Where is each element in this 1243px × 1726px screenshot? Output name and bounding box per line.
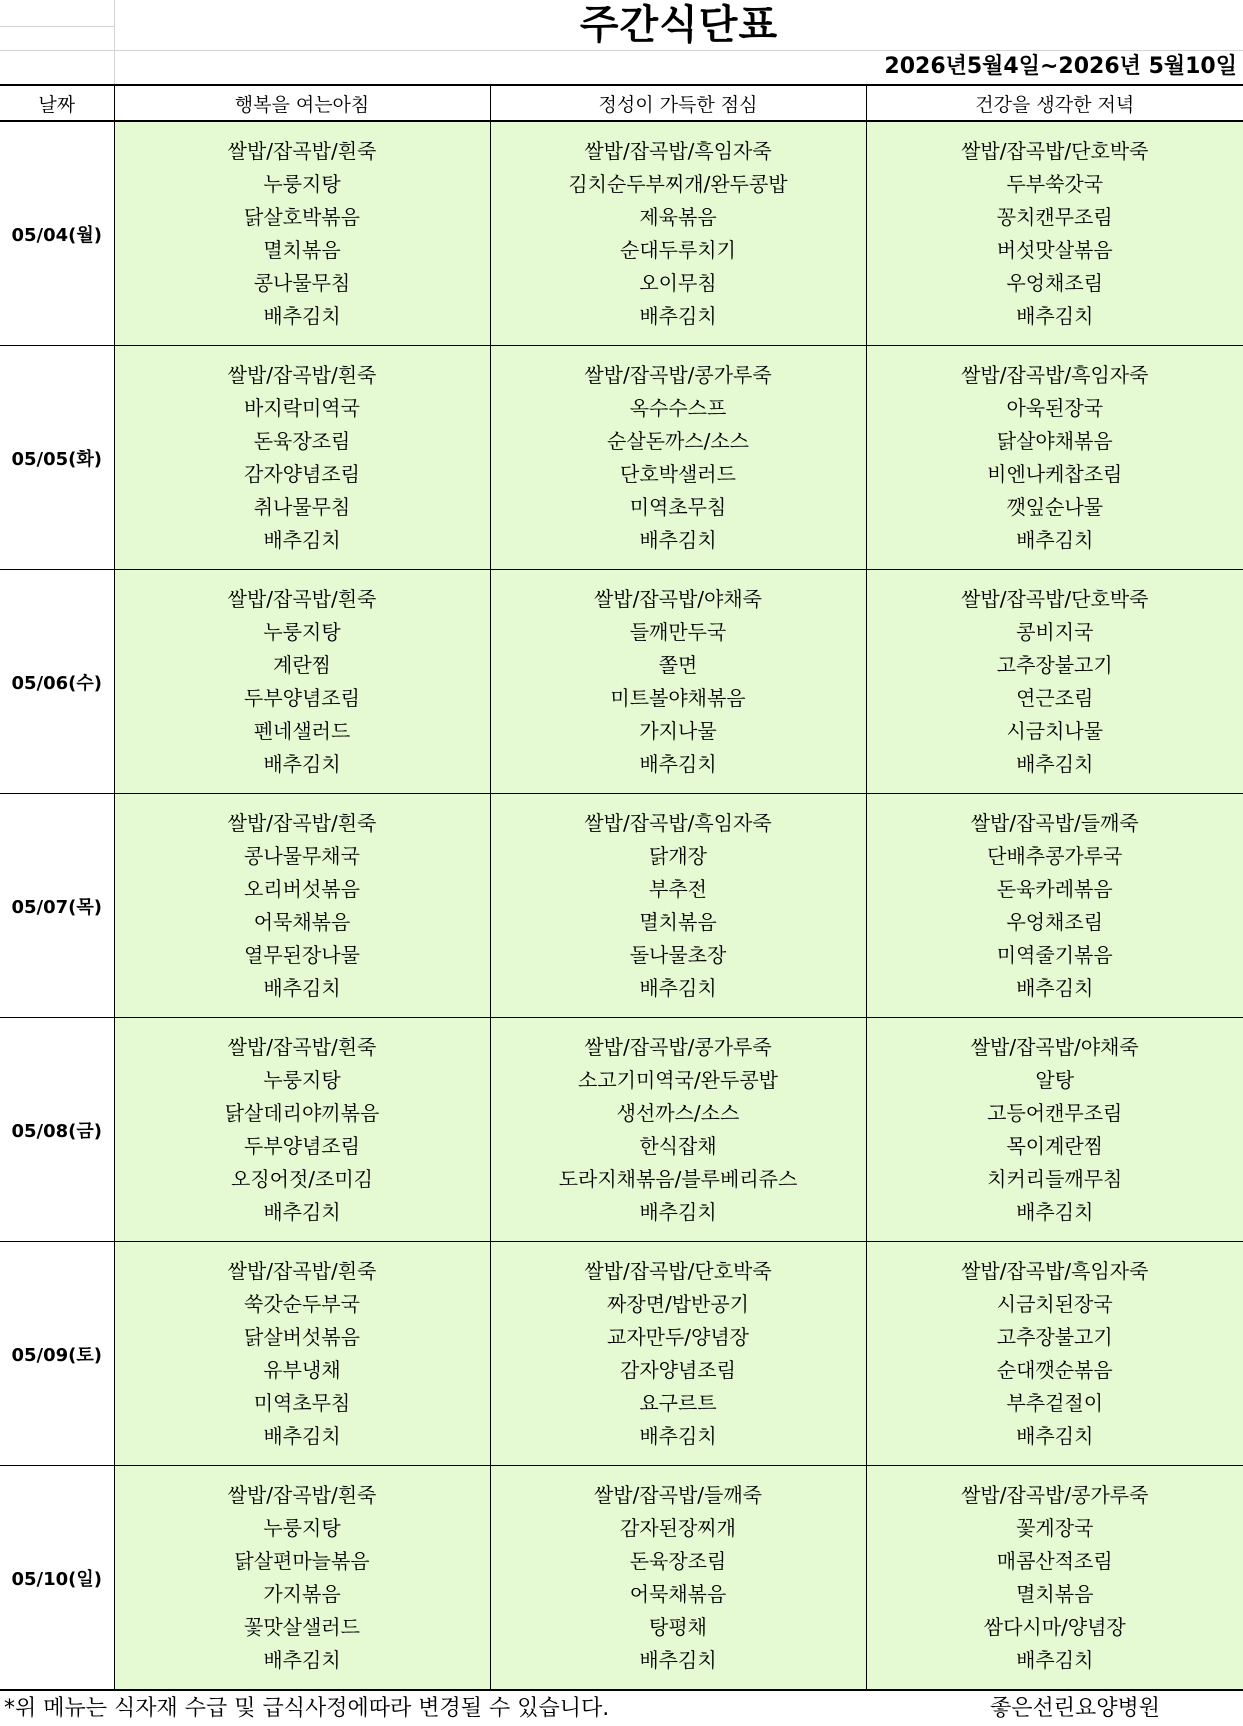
menu-item: 배추김치 bbox=[639, 1199, 717, 1224]
menu-body bbox=[0, 121, 1243, 1690]
lunch-cell bbox=[490, 794, 866, 1018]
menu-item: 쑥갓순두부국 bbox=[244, 1291, 360, 1316]
menu-item: 생선까스/소스 bbox=[616, 1100, 740, 1125]
menu-item: 시금치나물 bbox=[1006, 718, 1104, 743]
footer-divider bbox=[0, 1690, 1243, 1691]
menu-item: 쌈다시마/양념장 bbox=[983, 1614, 1126, 1639]
day-row bbox=[0, 121, 1243, 346]
menu-item: 도라지채볶음/블루베리쥬스 bbox=[558, 1166, 798, 1191]
dinner-cell bbox=[866, 570, 1243, 794]
menu-item: 쌀밥/잡곡밥/콩가루죽 bbox=[584, 1034, 772, 1059]
menu-item: 취나물무침 bbox=[253, 494, 351, 519]
page-title: 주간식단표 bbox=[579, 2, 779, 48]
menu-item: 누룽지탕 bbox=[263, 1067, 341, 1092]
menu-item: 버섯맛살볶음 bbox=[996, 237, 1113, 262]
menu-item: 쌀밥/잡곡밥/야채죽 bbox=[970, 1034, 1139, 1059]
menu-item: 우엉채조림 bbox=[1006, 909, 1104, 934]
weekly-menu-table bbox=[0, 84, 1243, 1690]
menu-item: 열무된장나물 bbox=[244, 942, 360, 967]
dinner-cell bbox=[866, 794, 1243, 1018]
breakfast-cell bbox=[114, 1242, 490, 1466]
sheet-gridline bbox=[0, 50, 1243, 51]
date-range: 2026년5월4일~2026년 5월10일 bbox=[884, 54, 1237, 79]
lunch-cell bbox=[490, 121, 866, 346]
menu-item: 닭살편마늘볶음 bbox=[234, 1548, 370, 1573]
menu-item: 계란찜 bbox=[273, 652, 331, 677]
menu-item: 배추김치 bbox=[263, 527, 341, 552]
menu-item: 두부양념조림 bbox=[244, 1133, 360, 1158]
header-row bbox=[0, 85, 1243, 121]
menu-item: 미역초무침 bbox=[629, 494, 727, 519]
menu-item: 깻잎순나물 bbox=[1006, 494, 1104, 519]
menu-item: 누룽지탕 bbox=[263, 1515, 341, 1540]
menu-item: 배추김치 bbox=[639, 1423, 717, 1448]
day-date: 05/04(월) bbox=[0, 121, 114, 346]
menu-item: 쌀밥/잡곡밥/들깨죽 bbox=[593, 1482, 763, 1507]
menu-item: 쌀밥/잡곡밥/흑임자죽 bbox=[584, 138, 772, 163]
menu-item: 배추김치 bbox=[1016, 303, 1094, 328]
menu-item: 들깨만두국 bbox=[629, 619, 727, 644]
dinner-cell bbox=[866, 1018, 1243, 1242]
menu-item: 가지볶음 bbox=[263, 1581, 341, 1606]
lunch-cell bbox=[490, 346, 866, 570]
menu-item: 쌀밥/잡곡밥/흑임자죽 bbox=[584, 810, 772, 835]
menu-item: 꽃맛살샐러드 bbox=[244, 1614, 360, 1639]
menu-item: 미역초무침 bbox=[253, 1390, 351, 1415]
menu-item: 두부양념조림 bbox=[244, 685, 360, 710]
menu-item: 고추장불고기 bbox=[996, 1324, 1113, 1349]
menu-item: 고추장불고기 bbox=[996, 652, 1113, 677]
menu-item: 제육볶음 bbox=[639, 204, 717, 229]
menu-item: 연근조림 bbox=[1016, 685, 1094, 710]
menu-item: 쌀밥/잡곡밥/들깨죽 bbox=[970, 810, 1139, 835]
menu-item: 어묵채볶음 bbox=[253, 909, 351, 934]
menu-item: 닭살버섯볶음 bbox=[244, 1324, 360, 1349]
day-date: 05/05(화) bbox=[0, 346, 114, 570]
menu-item: 쌀밥/잡곡밥/단호박죽 bbox=[961, 138, 1149, 163]
day-row bbox=[0, 570, 1243, 794]
dinner-cell bbox=[866, 121, 1243, 346]
menu-item: 콩나물무채국 bbox=[244, 843, 360, 868]
day-row bbox=[0, 1018, 1243, 1242]
footer-note: *위 메뉴는 식자재 수급 및 급식사정에따라 변경될 수 있습니다. bbox=[4, 1696, 610, 1721]
menu-item: 꽃게장국 bbox=[1016, 1515, 1094, 1540]
breakfast-cell bbox=[114, 570, 490, 794]
menu-item: 콩비지국 bbox=[1016, 619, 1094, 644]
menu-item: 배추김치 bbox=[639, 975, 717, 1000]
menu-item: 바지락미역국 bbox=[244, 395, 360, 420]
lunch-cell bbox=[490, 1242, 866, 1466]
menu-item: 한식잡채 bbox=[639, 1133, 717, 1158]
menu-item: 감자된장찌개 bbox=[620, 1515, 736, 1540]
menu-item: 쌀밥/잡곡밥/흑임자죽 bbox=[961, 362, 1149, 387]
menu-item: 배추김치 bbox=[263, 751, 341, 776]
menu-item: 짜장면/밥반공기 bbox=[607, 1291, 749, 1316]
day-date: 05/07(목) bbox=[0, 794, 114, 1018]
menu-item: 매콤산적조림 bbox=[996, 1548, 1113, 1573]
header-dinner: 건강을 생각한 저녁 bbox=[866, 85, 1243, 121]
menu-item: 우엉채조림 bbox=[1006, 270, 1104, 295]
menu-item: 순대두루치기 bbox=[620, 237, 736, 262]
menu-item: 쌀밥/잡곡밥/단호박죽 bbox=[584, 1258, 772, 1283]
menu-item: 쌀밥/잡곡밥/야채죽 bbox=[593, 586, 763, 611]
menu-item: 닭살데리야끼볶음 bbox=[224, 1100, 380, 1125]
day-date: 05/08(금) bbox=[0, 1018, 114, 1242]
menu-item: 멸치볶음 bbox=[639, 909, 717, 934]
dinner-cell bbox=[866, 346, 1243, 570]
menu-item: 단호박샐러드 bbox=[620, 461, 736, 486]
menu-item: 돈육장조림 bbox=[629, 1548, 727, 1573]
menu-item: 쌀밥/잡곡밥/흑임자죽 bbox=[961, 1258, 1149, 1283]
menu-item: 오리버섯볶음 bbox=[244, 876, 360, 901]
menu-item: 돌나물초장 bbox=[629, 942, 727, 967]
menu-item: 누룽지탕 bbox=[263, 171, 341, 196]
menu-item: 닭살호박볶음 bbox=[244, 204, 360, 229]
menu-item: 요구르트 bbox=[639, 1390, 717, 1415]
menu-item: 가지나물 bbox=[639, 718, 717, 743]
menu-item: 감자양념조림 bbox=[244, 461, 360, 486]
header-date: 날짜 bbox=[0, 85, 114, 121]
breakfast-cell bbox=[114, 1466, 490, 1690]
menu-item: 배추김치 bbox=[263, 1423, 341, 1448]
lunch-cell bbox=[490, 570, 866, 794]
menu-item: 쌀밥/잡곡밥/흰죽 bbox=[227, 1482, 377, 1507]
day-date: 05/09(토) bbox=[0, 1242, 114, 1466]
menu-item: 쌀밥/잡곡밥/콩가루죽 bbox=[961, 1482, 1149, 1507]
menu-item: 쌀밥/잡곡밥/단호박죽 bbox=[961, 586, 1149, 611]
menu-item: 멸치볶음 bbox=[1016, 1581, 1094, 1606]
menu-item: 배추김치 bbox=[1016, 975, 1094, 1000]
day-row bbox=[0, 1242, 1243, 1466]
lunch-cell bbox=[490, 1466, 866, 1690]
menu-item: 쌀밥/잡곡밥/흰죽 bbox=[227, 810, 377, 835]
menu-item: 돈육카레볶음 bbox=[996, 876, 1113, 901]
menu-item: 꽁치캔무조림 bbox=[996, 204, 1113, 229]
menu-item: 닭개장 bbox=[649, 843, 707, 868]
menu-item: 쌀밥/잡곡밥/흰죽 bbox=[227, 1034, 377, 1059]
menu-item: 비엔나케찹조림 bbox=[987, 461, 1123, 486]
menu-item: 교자만두/양념장 bbox=[607, 1324, 749, 1349]
menu-item: 부추겉절이 bbox=[1006, 1390, 1104, 1415]
breakfast-cell bbox=[114, 1018, 490, 1242]
menu-item: 두부쑥갓국 bbox=[1006, 171, 1104, 196]
menu-item: 옥수수스프 bbox=[629, 395, 727, 420]
menu-item: 쌀밥/잡곡밥/흰죽 bbox=[227, 586, 377, 611]
menu-item: 미역줄기볶음 bbox=[996, 942, 1113, 967]
menu-item: 펜네샐러드 bbox=[253, 718, 351, 743]
menu-item: 배추김치 bbox=[263, 303, 341, 328]
menu-item: 김치순두부찌개/완두콩밥 bbox=[568, 171, 788, 196]
day-row bbox=[0, 794, 1243, 1018]
breakfast-cell bbox=[114, 121, 490, 346]
dinner-cell bbox=[866, 1242, 1243, 1466]
menu-item: 멸치볶음 bbox=[263, 237, 341, 262]
menu-item: 배추김치 bbox=[263, 1199, 341, 1224]
menu-item: 배추김치 bbox=[1016, 751, 1094, 776]
sheet-gridline bbox=[0, 26, 114, 27]
menu-item: 감자양념조림 bbox=[620, 1357, 736, 1382]
menu-item: 배추김치 bbox=[1016, 1423, 1094, 1448]
menu-item: 순대깻순볶음 bbox=[996, 1357, 1113, 1382]
menu-item: 유부냉채 bbox=[263, 1357, 341, 1382]
menu-item: 배추김치 bbox=[1016, 1647, 1094, 1672]
menu-item: 배추김치 bbox=[263, 1647, 341, 1672]
menu-item: 치커리들깨무침 bbox=[987, 1166, 1123, 1191]
menu-item: 목이계란찜 bbox=[1006, 1133, 1104, 1158]
menu-item: 어묵채볶음 bbox=[629, 1581, 727, 1606]
menu-item: 배추김치 bbox=[639, 751, 717, 776]
menu-item: 배추김치 bbox=[1016, 527, 1094, 552]
lunch-cell bbox=[490, 1018, 866, 1242]
menu-item: 쌀밥/잡곡밥/흰죽 bbox=[227, 362, 377, 387]
hospital-name: 좋은선린요양병원 bbox=[990, 1696, 1161, 1721]
menu-item: 알탕 bbox=[1035, 1067, 1075, 1092]
header-lunch: 정성이 가득한 점심 bbox=[490, 85, 866, 121]
menu-item: 단배추콩가루국 bbox=[987, 843, 1123, 868]
breakfast-cell bbox=[114, 794, 490, 1018]
menu-item: 시금치된장국 bbox=[996, 1291, 1113, 1316]
menu-item: 누룽지탕 bbox=[263, 619, 341, 644]
menu-item: 닭살야채볶음 bbox=[996, 428, 1113, 453]
day-date: 05/10(일) bbox=[0, 1466, 114, 1690]
menu-item: 아욱된장국 bbox=[1006, 395, 1104, 420]
menu-item: 배추김치 bbox=[639, 527, 717, 552]
menu-item: 배추김치 bbox=[639, 1647, 717, 1672]
menu-item: 배추김치 bbox=[1016, 1199, 1094, 1224]
menu-item: 쌀밥/잡곡밥/흰죽 bbox=[227, 138, 377, 163]
menu-item: 고등어캔무조림 bbox=[987, 1100, 1123, 1125]
menu-item: 쌀밥/잡곡밥/흰죽 bbox=[227, 1258, 377, 1283]
menu-item: 부추전 bbox=[649, 876, 707, 901]
day-date: 05/06(수) bbox=[0, 570, 114, 794]
menu-item: 돈육장조림 bbox=[253, 428, 351, 453]
menu-item: 쫄면 bbox=[658, 652, 698, 677]
menu-item: 소고기미역국/완두콩밥 bbox=[578, 1067, 778, 1092]
day-row bbox=[0, 1466, 1243, 1690]
dinner-cell bbox=[866, 1466, 1243, 1690]
menu-item: 탕평채 bbox=[649, 1614, 707, 1639]
breakfast-cell bbox=[114, 346, 490, 570]
header-breakfast: 행복을 여는아침 bbox=[114, 85, 490, 121]
day-row bbox=[0, 346, 1243, 570]
menu-item: 배추김치 bbox=[639, 303, 717, 328]
menu-item: 오이무침 bbox=[639, 270, 717, 295]
menu-item: 오징어젓/조미김 bbox=[231, 1166, 373, 1191]
menu-item: 순살돈까스/소스 bbox=[607, 428, 749, 453]
menu-item: 배추김치 bbox=[263, 975, 341, 1000]
menu-item: 미트볼야채볶음 bbox=[610, 685, 746, 710]
menu-item: 콩나물무침 bbox=[253, 270, 351, 295]
menu-item: 쌀밥/잡곡밥/콩가루죽 bbox=[584, 362, 772, 387]
